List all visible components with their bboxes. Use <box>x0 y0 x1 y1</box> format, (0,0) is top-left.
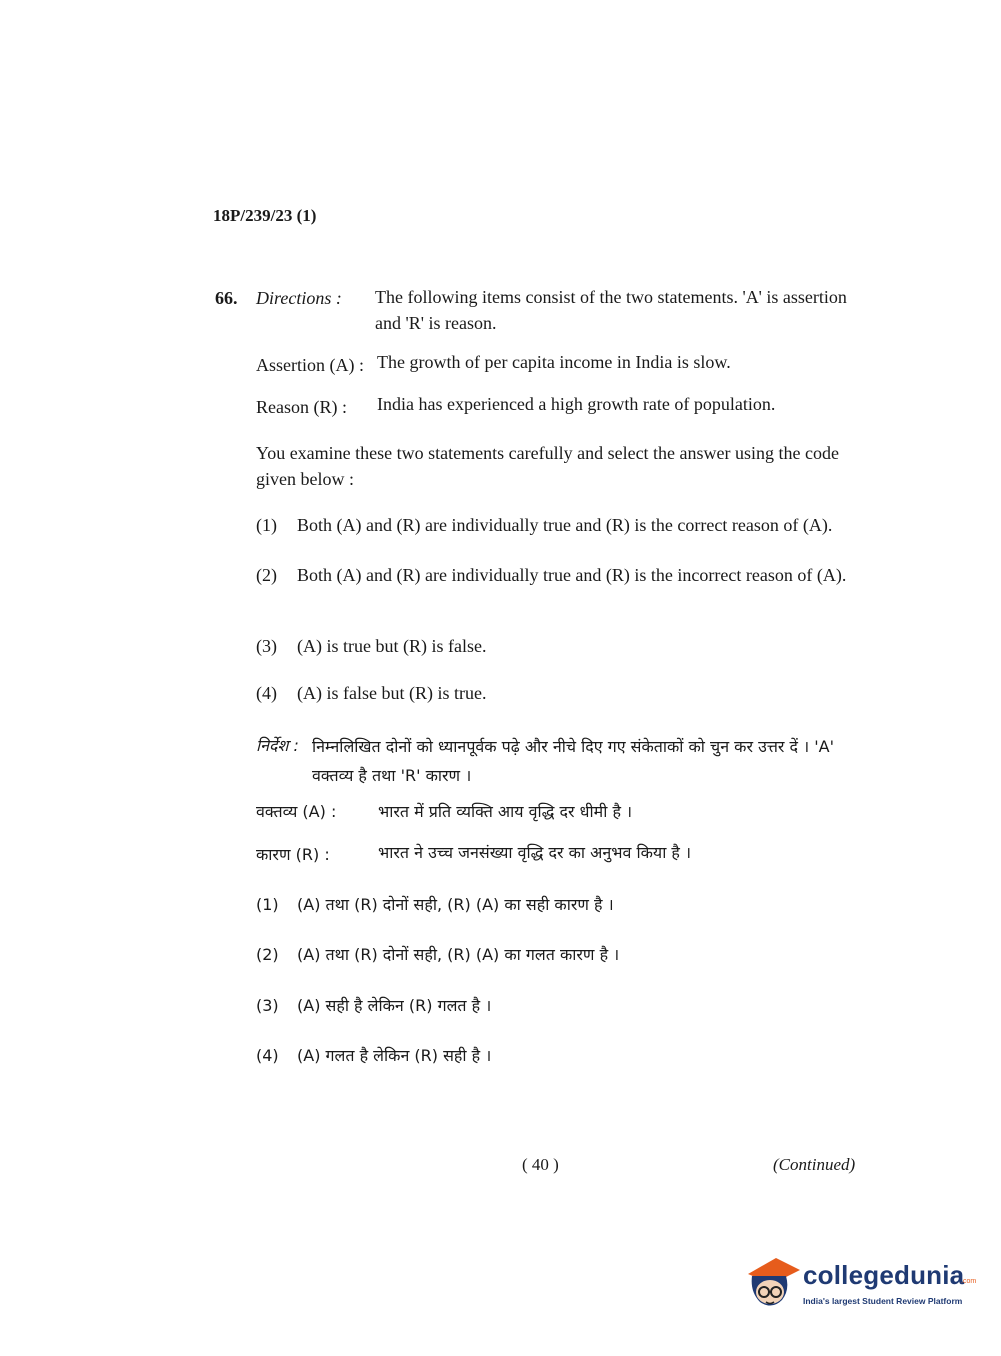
option-text: (A) तथा (R) दोनों सही, (R) (A) का गलत कारण है । <box>297 945 620 964</box>
option-text: (A) सही है लेकिन (R) गलत है । <box>297 996 492 1015</box>
question-number: 66. <box>215 288 238 308</box>
option-number: (4) <box>256 1046 279 1065</box>
option-number: (2) <box>256 945 279 964</box>
hindi-assertion-text: भारत में प्रति व्यक्ति आय वृद्धि दर धीमी है । <box>378 802 633 821</box>
instruction-text: You examine these two statements carefully and select the answer using the code given below : <box>256 443 839 489</box>
assertion-text: The growth of per capita income in India is slow. <box>377 352 731 372</box>
hindi-reason-label: कारण (R) : <box>256 845 330 864</box>
hindi-directions-label: निर्देश : <box>256 736 299 755</box>
option-number: (1) <box>256 895 279 914</box>
option-text: (A) is false but (R) is true. <box>297 683 487 703</box>
option-text: Both (A) and (R) are individually true and (R) is the correct reason of (A). <box>297 515 833 535</box>
reason-label: Reason (R) : <box>256 397 347 417</box>
mascot-icon <box>742 1252 802 1312</box>
option-text: (A) is true but (R) is false. <box>297 636 487 656</box>
option-number: (3) <box>256 996 279 1015</box>
option-number: (4) <box>256 683 277 703</box>
option-text: (A) गलत है लेकिन (R) सही है । <box>297 1046 492 1065</box>
paper-code: 18P/239/23 (1) <box>213 206 317 225</box>
option-text: (A) तथा (R) दोनों सही, (R) (A) का सही कारण है । <box>297 895 614 914</box>
logo-wordmark: collegedunia <box>803 1260 965 1290</box>
hindi-assertion-label: वक्तव्य (A) : <box>256 802 337 821</box>
option-number: (3) <box>256 636 277 656</box>
option-number: (1) <box>256 515 277 535</box>
directions-text: The following items consist of the two statements. 'A' is assertion and 'R' is reason. <box>375 287 847 333</box>
collegedunia-logo <box>742 1248 977 1320</box>
logo-tagline: India's largest Student Review Platform <box>803 1296 963 1306</box>
page-number: ( 40 ) <box>522 1155 559 1174</box>
continued-label: (Continued) <box>773 1155 856 1174</box>
option-text: Both (A) and (R) are individually true and (R) is the incorrect reason of (A). <box>297 565 847 585</box>
hindi-reason-text: भारत ने उच्च जनसंख्या वृद्धि दर का अनुभव किया है । <box>378 843 692 862</box>
option-number: (2) <box>256 565 277 585</box>
logo-suffix: .com <box>961 1278 977 1285</box>
hindi-directions-text: निम्नलिखित दोनों को ध्यानपूर्वक पढ़े और नीचे दिए गए संकेताकों को चुन कर उत्तर दें । 'A' वक्तव्य है तथा 'R' कारण । <box>312 737 835 785</box>
reason-text: India has experienced a high growth rate of population. <box>377 394 776 414</box>
directions-label: Directions : <box>256 288 342 308</box>
assertion-label: Assertion (A) : <box>256 355 364 375</box>
